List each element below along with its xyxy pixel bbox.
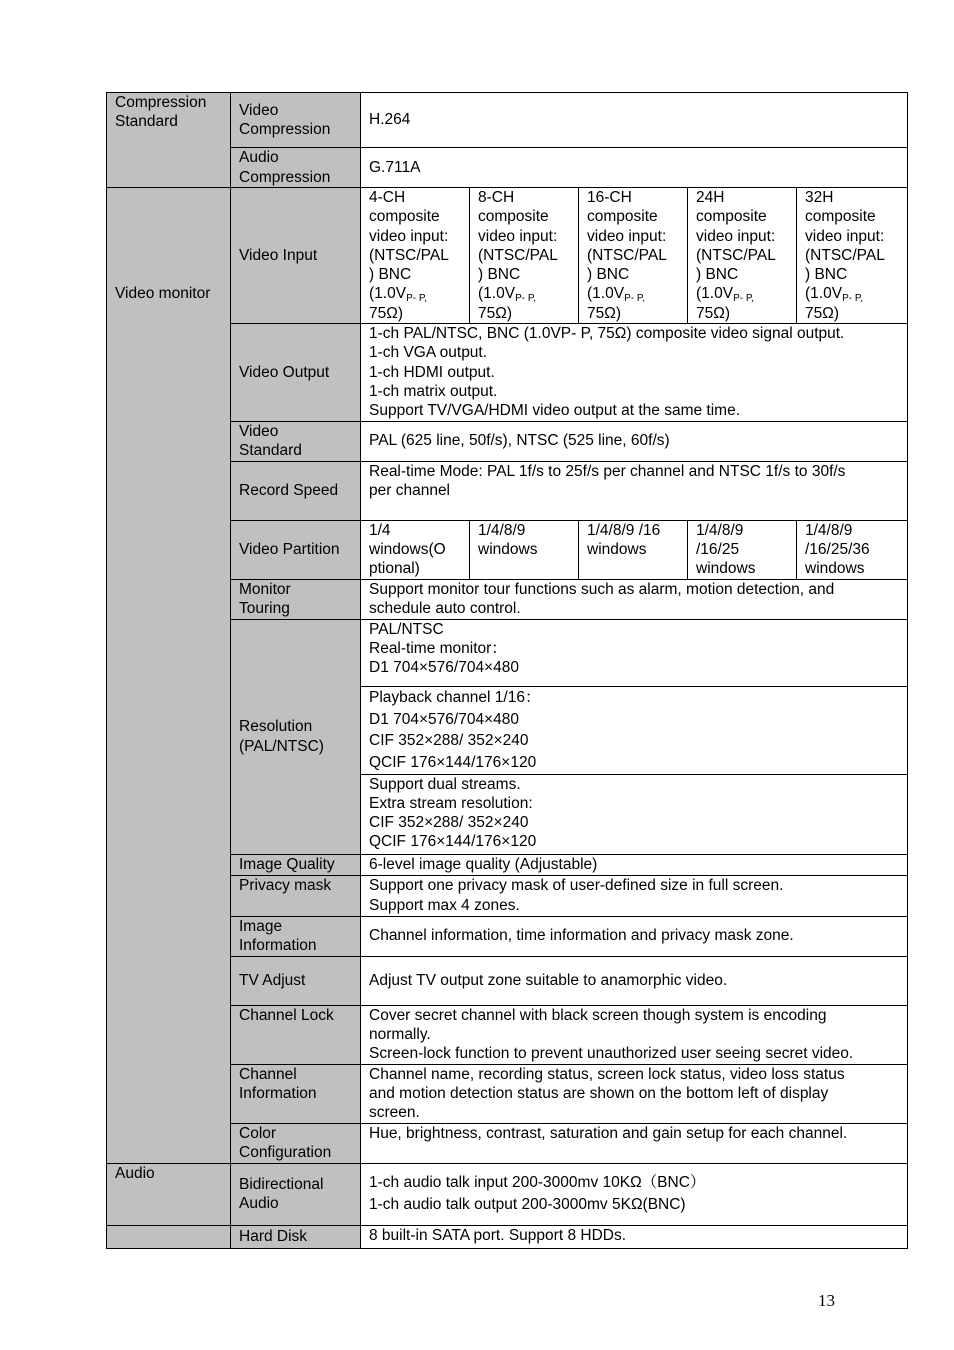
value-audio-compression: G.711A — [361, 148, 908, 188]
label-channel-lock: Channel Lock — [231, 1005, 361, 1064]
label-record-speed: Record Speed — [231, 461, 361, 520]
label-bidirectional-audio: Bidirectional Audio — [231, 1163, 361, 1225]
value-bidirectional-audio: 1-ch audio talk input 200-3000mv 10KΩ（BNC） 1-ch audio talk output 200-3000mv 5KΩ(BNC) — [361, 1163, 908, 1225]
label-channel-information: Channel Information — [231, 1064, 361, 1123]
value-record-speed: Real-time Mode: PAL 1f/s to 25f/s per channel and NTSC 1f/s to 30f/s per channel — [361, 461, 908, 520]
label-image-information: Image Information — [231, 916, 361, 956]
value-video-standard: PAL (625 line, 50f/s), NTSC (525 line, 60f/s) — [361, 421, 908, 461]
label-image-quality: Image Quality — [231, 854, 361, 875]
group-audio: Audio — [107, 1163, 231, 1225]
resolution-playback: Playback channel 1/16： D1 704×576/704×480 CIF 352×288/ 352×240 QCIF 176×144/176×120 — [361, 686, 908, 774]
partition-24ch: 1/4/8/9 /16/25 windows — [688, 520, 797, 579]
value-monitor-touring: Support monitor tour functions such as alarm, motion detection, and schedule auto control. — [361, 579, 908, 619]
value-channel-lock: Cover secret channel with black screen though system is encoding normally. Screen-lock function to prevent unauthorized user seeing secret video. — [361, 1005, 908, 1064]
video-input-24ch: 24H composite video input: (NTSC/PAL ) BNC ($1.0V_{P- P,}$ 75Ω) — [688, 188, 797, 324]
value-tv-adjust: Adjust TV output zone suitable to anamorphic video. — [361, 956, 908, 1005]
value-privacy-mask: Support one privacy mask of user-defined size in full screen. Support max 4 zones. — [361, 875, 908, 916]
video-input-32ch: 32H composite video input: (NTSC/PAL ) BNC ($1.0V_{P- P,}$ 75Ω) — [797, 188, 908, 324]
label-video-compression: Video Compression — [231, 93, 361, 148]
page-number: 13 — [818, 1291, 835, 1310]
partition-4ch: 1/4 windows(O ptional) — [361, 520, 470, 579]
label-video-input: Video Input — [231, 188, 361, 324]
label-privacy-mask: Privacy mask — [231, 875, 361, 916]
video-input-4ch: 4-CH composite video input: (NTSC/PAL ) BNC ($1.0V_{P- P,}$ 75Ω) — [361, 188, 470, 324]
value-color-configuration: Hue, brightness, contrast, saturation and gain setup for each channel. — [361, 1123, 908, 1163]
value-image-quality: 6-level image quality (Adjustable) — [361, 854, 908, 875]
label-resolution: Resolution (PAL/NTSC) — [231, 619, 361, 854]
resolution-extra-stream: Support dual streams. Extra stream resolution: CIF 352×288/ 352×240 QCIF 176×144/176×120 — [361, 774, 908, 854]
label-hard-disk: Hard Disk — [231, 1225, 361, 1248]
group-video-monitor: Video monitor — [107, 188, 231, 1164]
value-video-output: 1-ch PAL/NTSC, BNC (1.0VP- P, 75Ω) composite video signal output. 1-ch VGA output. 1-ch HDMI output. 1-ch matrix output. Support TV/VGA/HDMI video output at the same time. — [361, 324, 908, 421]
label-color-configuration: Color Configuration — [231, 1123, 361, 1163]
partition-32ch: 1/4/8/9 /16/25/36 windows — [797, 520, 908, 579]
spec-table — [106, 92, 908, 1249]
label-video-partition: Video Partition — [231, 520, 361, 579]
value-image-information: Channel information, time information and privacy mask zone. — [361, 916, 908, 956]
value-channel-information: Channel name, recording status, screen lock status, video loss status and motion detection status are shown on the bottom left of display screen. — [361, 1064, 908, 1123]
value-video-compression: H.264 — [361, 93, 908, 148]
label-video-standard: Video Standard — [231, 421, 361, 461]
group-hard-disk-empty — [107, 1225, 231, 1248]
label-audio-compression: Audio Compression — [231, 148, 361, 188]
label-video-output: Video Output — [231, 324, 361, 421]
partition-8ch: 1/4/8/9 windows — [470, 520, 579, 579]
video-input-8ch: 8-CH composite video input: (NTSC/PAL ) BNC ($1.0V_{P- P,}$ 75Ω) — [470, 188, 579, 324]
resolution-realtime: PAL/NTSC Real-time monitor： D1 704×576/704×480 — [361, 619, 908, 686]
value-hard-disk: 8 built-in SATA port. Support 8 HDDs. — [361, 1225, 908, 1248]
video-input-16ch: 16-CH composite video input: (NTSC/PAL ) BNC ($1.0V_{P- P,}$ 75Ω) — [579, 188, 688, 324]
label-tv-adjust: TV Adjust — [231, 956, 361, 1005]
label-monitor-touring: Monitor Touring — [231, 579, 361, 619]
partition-16ch: 1/4/8/9 /16 windows — [579, 520, 688, 579]
group-compression-standard: Compression Standard — [107, 93, 231, 188]
